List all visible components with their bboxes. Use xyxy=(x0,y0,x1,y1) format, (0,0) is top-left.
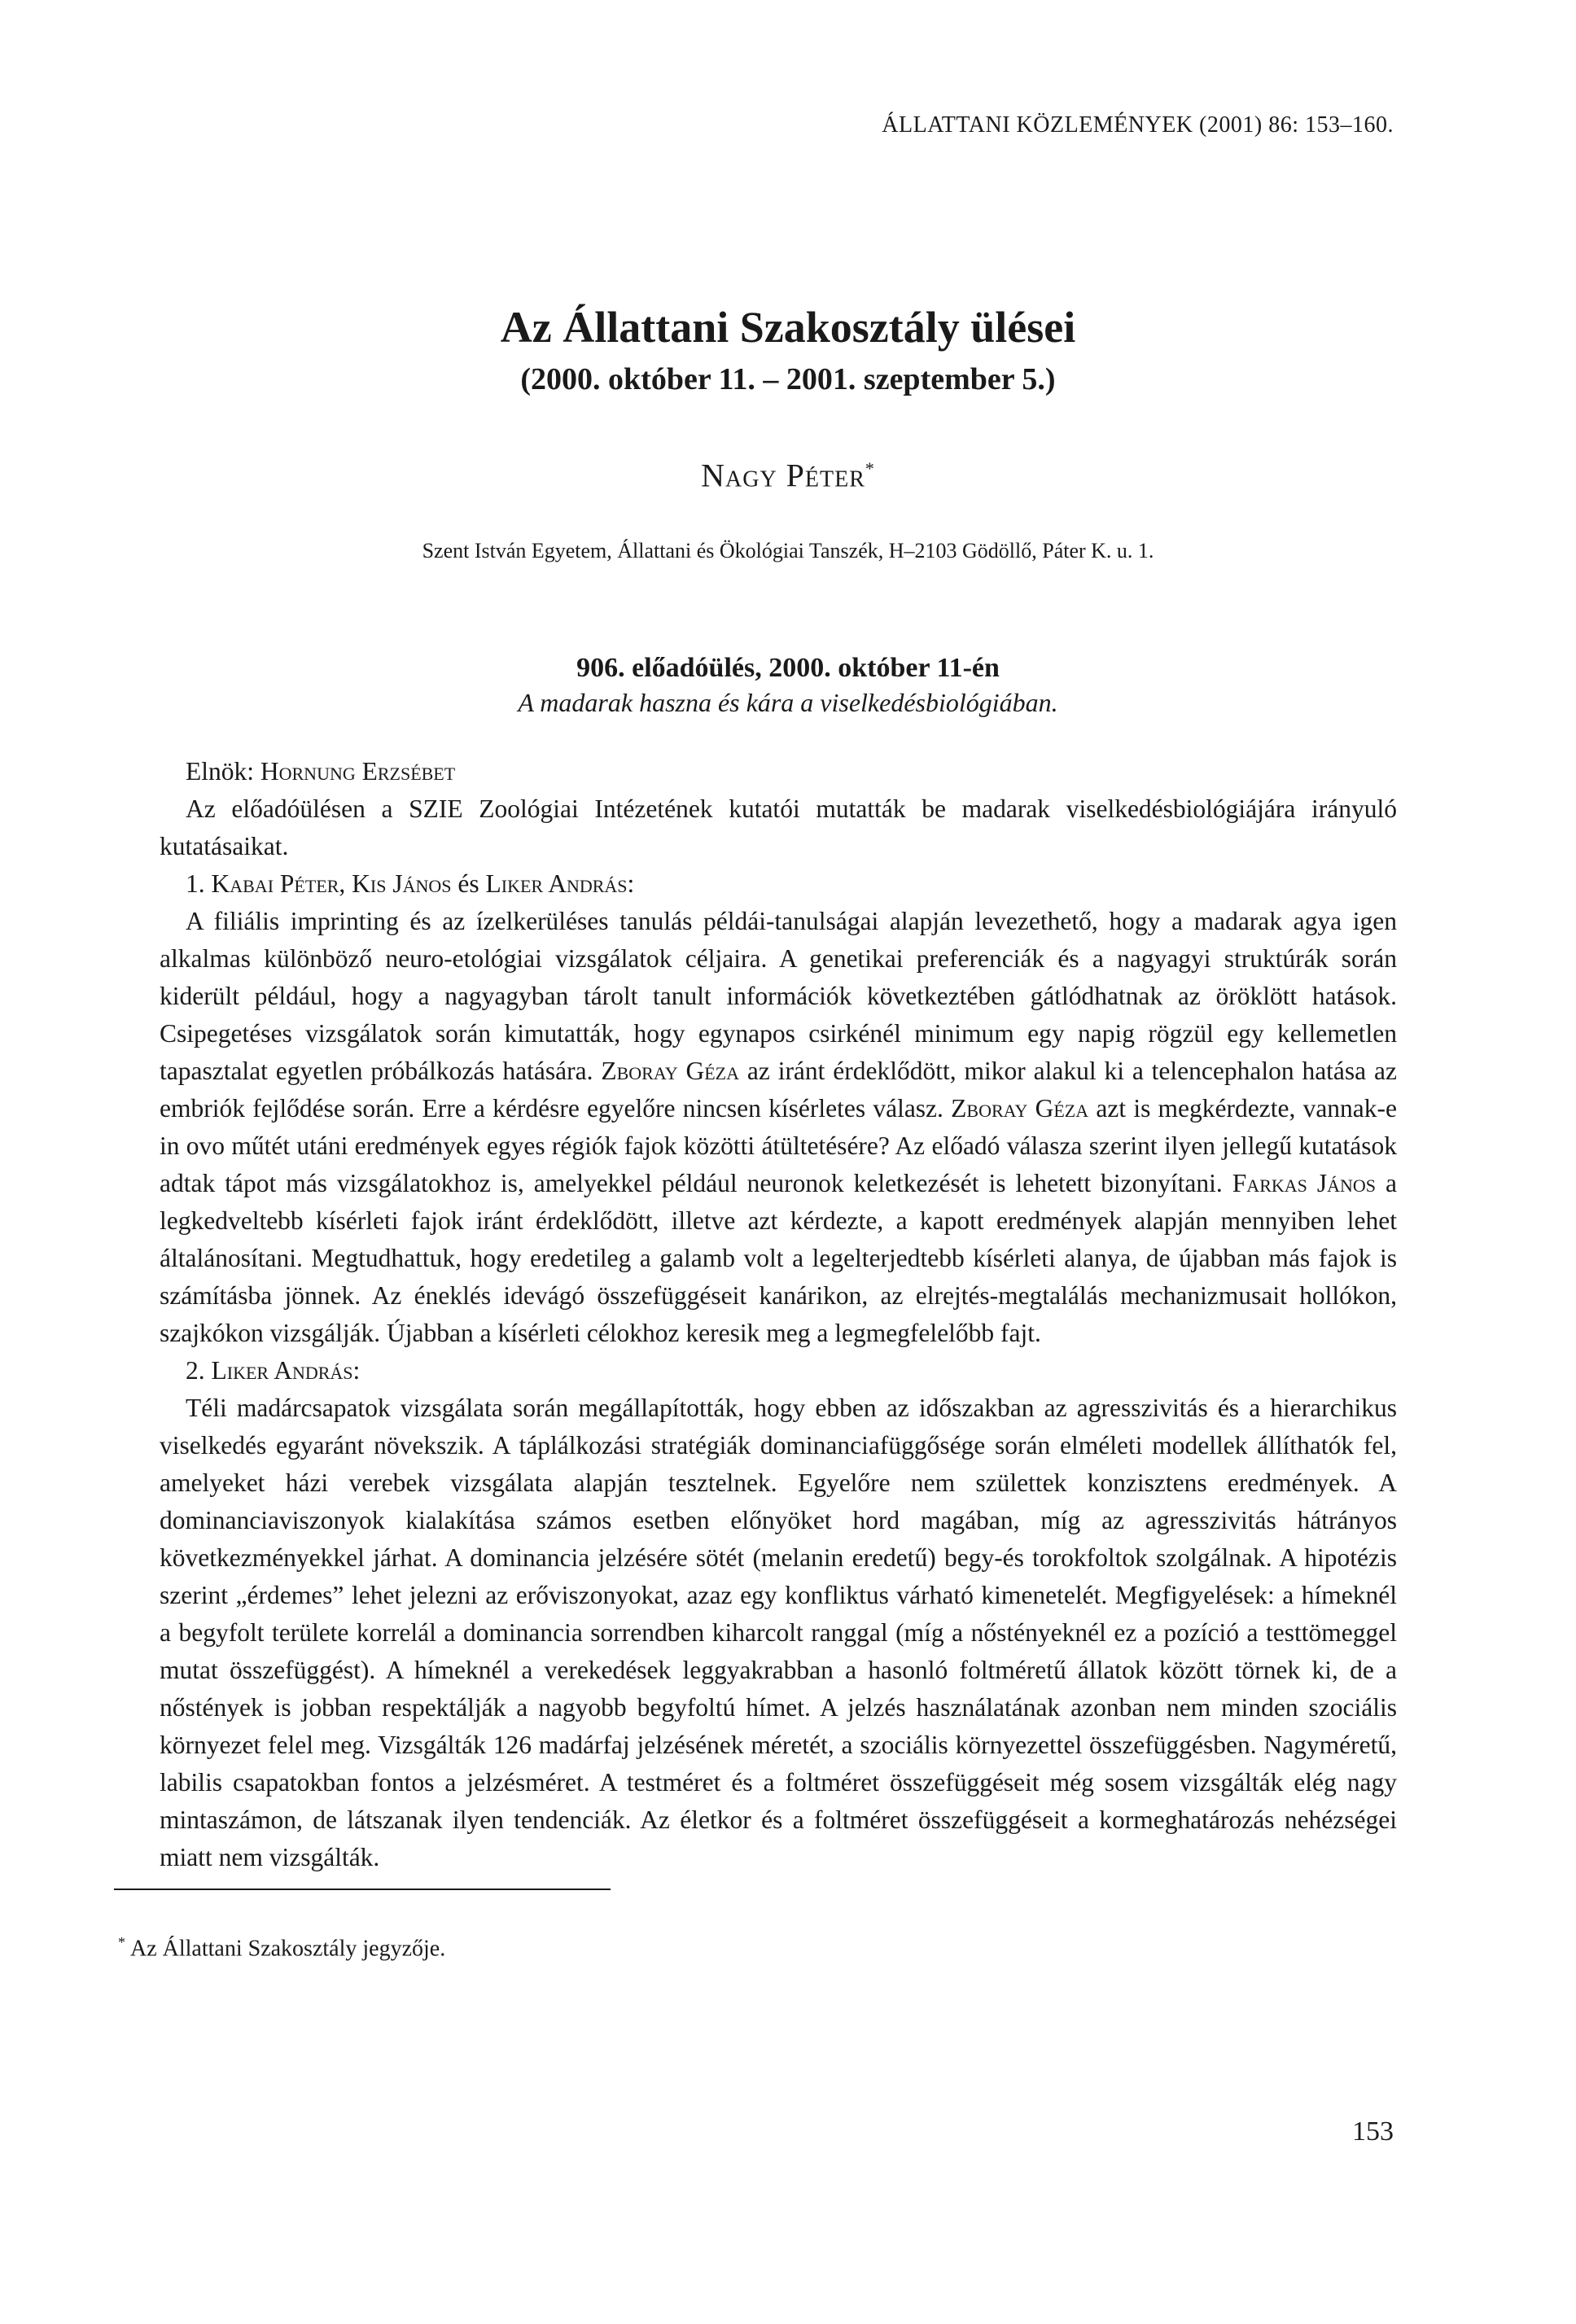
running-header: ÁLLATTANI KÖZLEMÉNYEK (2001) 86: 153–160. xyxy=(882,112,1394,138)
footnote xyxy=(118,1928,851,1963)
page-number: 153 xyxy=(1352,2116,1394,2147)
talk2-colon: : xyxy=(352,1356,361,1385)
talk2-author: Liker András xyxy=(211,1356,353,1385)
article-body xyxy=(160,753,1397,1876)
discussant-zboray-1: Zboray Géza xyxy=(601,1057,739,1085)
talk1-abstract xyxy=(160,903,1397,1352)
talk1-number: 1. xyxy=(186,869,212,898)
footnote-text: Az Állattani Szakosztály jegyzője. xyxy=(130,1936,446,1962)
talk1-heading xyxy=(160,865,1397,903)
talk1-author-kabai: Kabai Péter xyxy=(211,869,339,898)
author-line xyxy=(0,449,1576,495)
talk1-sep-b: és xyxy=(451,869,486,898)
article-title: Az Állattani Szakosztály ülései xyxy=(500,303,1076,352)
author-name: Nagy Péter xyxy=(701,457,865,494)
title-block xyxy=(0,301,1576,565)
chair-paragraph xyxy=(160,753,1397,790)
talk1-author-kis: Kis János xyxy=(352,869,452,898)
talk1-text-2: az iránt érdeklődött, mikor alakul ki a telencephalon hatása az embriók fejlődése során. Erre a kérdésre egyelőre nincsen kísérletes válasz. xyxy=(160,1057,1397,1123)
author-footnote-mark: * xyxy=(865,458,875,479)
author-affiliation: Szent István Egyetem, Állattani és Ökológiai Tanszék, H–2103 Gödöllő, Páter K. u. 1. xyxy=(422,539,1154,563)
talk2-heading xyxy=(160,1352,1397,1390)
intro-paragraph: Az előadóülésen a SZIE Zoológiai Intézetének kutatói mutatták be madarak viselkedésbiológiájára irányuló kutatásaikat. xyxy=(160,794,1397,860)
discussant-zboray-2: Zboray Géza xyxy=(951,1094,1089,1123)
talk1-text-1: A filiális imprinting és az ízelkerüléses tanulás példái-tanulságai alapján levezethető, hogy a madarak agya igen alkalmas különböző neuro-etológiai vizsgálatok céljaira. A genetikai preferenciák és a nagyagyi struktúrák során kiderült például, hogy a nagyagyban tárolt tanult információk következtében gátlódhatnak az öröklött hatások. Csipegetéses vizsgálatok során kimutatták, hogy egynapos csirkénél minimum egy napig rögzül egy kellemetlen tapasztalat egyetlen próbálkozás hatására. xyxy=(160,907,1397,1085)
talk1-text-3: azt is megkérdezte, vannak-e in ovo műtét utáni eredmények egyes régiók fajok közötti átültetésére? Az előadó válasza szerint ilyen jellegű kutatások adtak tápot más vizsgálatokhoz is, amelyekkel például neuronok keletkezését is lehetett bizonyítani. xyxy=(160,1094,1397,1197)
chair-label: Elnök: xyxy=(186,757,260,786)
talk2-abstract: Téli madárcsapatok vizsgálata során megállapították, hogy ebben az időszakban az agresszivitás és a hierarchikus viselkedés egyaránt növekszik. A táplálkozási stratégiák dominanciafüggősége során elméleti modellek állíthatók fel, amelyeket házi verebek vizsgálata alapján tesztelnek. Egyelőre nem születtek konzisztens eredmények. A dominanciaviszonyok kialakítása számos esetben előnyöket hord magában, míg az agresszivitás hátrányos következményekkel járhat. A dominancia jelzésére sötét (melanin eredetű) begy-és torokfoltok szolgálnak. A hipotézis szerint „érdemes” lehet jelezni az erőviszonyokat, azaz egy konfliktus várható kimenetelét. Megfigyelések: a hímeknél a begyfolt területe korrelál a dominancia sorrendben kiharcolt ranggal (míg a nőstényeknél ez a pozíció a testtömeggel mutat összefüggést). A hímeknél a verekedések leggyakrabban a hasonló foltméretű állatok között törnek ki, de a nőstények is jobban respektálják a nagyobb begyfoltú hímet. A jelzés használatának azonban nem minden szociális környezet felel meg. Vizsgálták 126 madárfaj jelzésének méretét, a szociális környezettel összefüggésben. Nagyméretű, labilis csapatokban fontos a jelzésméret. A testméret és a foltméret összefüggéseit még sosem vizsgálták elég nagy mintaszámon, de látszanak ilyen tendenciák. Az életkor és a foltméret összefüggéseit a kormeghatározás nehézségei miatt nem vizsgálták. xyxy=(160,1394,1397,1871)
talk1-colon: : xyxy=(627,869,635,898)
discussant-farkas: Farkas János xyxy=(1232,1169,1377,1197)
session-header xyxy=(0,651,1576,720)
footnote-divider xyxy=(114,1889,611,1890)
talk1-text-4: a legkedveltebb kísérleti fajok iránt érdeklődött, illetve azt kérdezte, a kapott eredmények alapján mennyiben lehet általánosítani. Megtudhattuk, hogy eredetileg a galamb volt a legelterjedtebb kísérleti alanya, de újabban más fajok is számításba jönnek. Az éneklés idevágó összefüggéseit kanárikon, az elrejtés-megtalálás mechanizmusait hollókon, szajkókon vizsgálják. Újabban a kísérleti célokhoz keresik meg a legmegfelelőbb fajt. xyxy=(160,1169,1398,1347)
talk1-author-liker: Liker András xyxy=(485,869,628,898)
session-heading: 906. előadóülés, 2000. október 11-én xyxy=(576,653,1000,683)
article-subtitle: (2000. október 11. – 2001. szeptember 5.) xyxy=(520,362,1056,396)
talk1-sep-a: , xyxy=(339,869,352,898)
talk2-number: 2. xyxy=(186,1356,212,1385)
chair-name: Hornung Erzsébet xyxy=(260,757,456,786)
footnote-mark: * xyxy=(118,1934,125,1950)
session-topic: A madarak haszna és kára a viselkedésbiológiában. xyxy=(518,688,1058,717)
